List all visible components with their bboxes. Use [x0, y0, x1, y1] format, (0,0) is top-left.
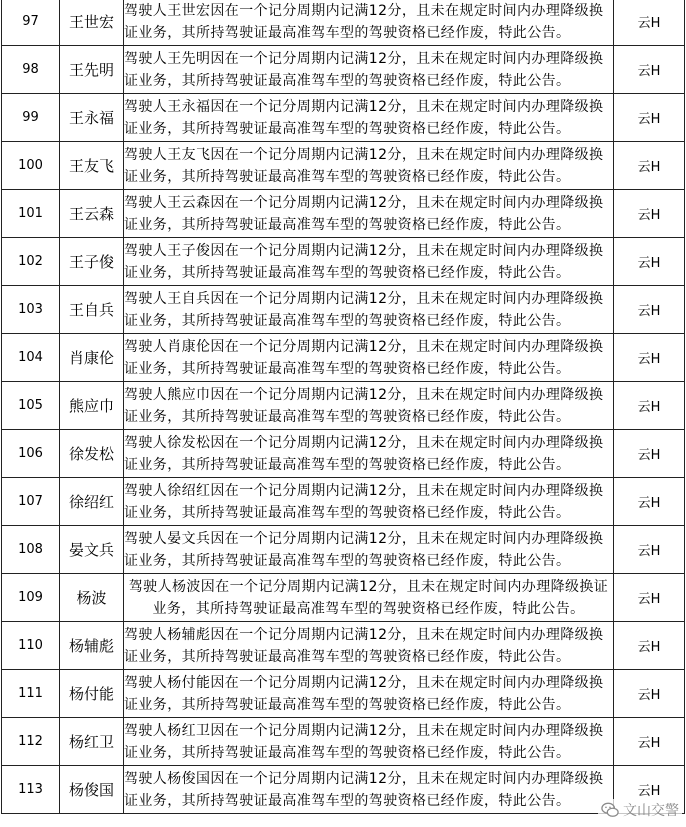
record-number: 112	[2, 718, 60, 766]
table-row	[2, 238, 685, 286]
announcement-text: 驾驶人王永福因在一个记分周期内记满12分，且未在规定时间内办理降级换证业务，其所持驾驶证最高准驾车型的驾驶资格已经作废，特此公告。	[124, 94, 614, 142]
plate-region: 云H	[614, 142, 685, 190]
record-number: 111	[2, 670, 60, 718]
table-row	[2, 142, 685, 190]
plate-region: 云H	[614, 766, 685, 814]
announcement-text: 驾驶人杨红卫因在一个记分周期内记满12分，且未在规定时间内办理降级换证业务，其所持驾驶证最高准驾车型的驾驶资格已经作废，特此公告。	[124, 718, 614, 766]
driver-name: 王友飞	[60, 142, 124, 190]
record-number: 102	[2, 238, 60, 286]
driver-name: 王自兵	[60, 286, 124, 334]
driver-name: 徐发松	[60, 430, 124, 478]
record-number: 109	[2, 574, 60, 622]
driver-name: 王世宏	[60, 0, 124, 46]
driver-name: 熊应巾	[60, 382, 124, 430]
table-row	[2, 382, 685, 430]
driver-name: 杨俊国	[60, 766, 124, 814]
plate-region: 云H	[614, 622, 685, 670]
record-number: 99	[2, 94, 60, 142]
plate-region: 云H	[614, 574, 685, 622]
announcement-text: 驾驶人徐发松因在一个记分周期内记满12分，且未在规定时间内办理降级换证业务，其所持驾驶证最高准驾车型的驾驶资格已经作废，特此公告。	[124, 430, 614, 478]
plate-region: 云H	[614, 46, 685, 94]
record-number: 104	[2, 334, 60, 382]
record-number: 106	[2, 430, 60, 478]
announcement-text: 驾驶人晏文兵因在一个记分周期内记满12分，且未在规定时间内办理降级换证业务，其所持驾驶证最高准驾车型的驾驶资格已经作废，特此公告。	[124, 526, 614, 574]
record-number: 105	[2, 382, 60, 430]
driver-name: 杨辅彪	[60, 622, 124, 670]
announcement-table	[1, 0, 685, 814]
announcement-text: 驾驶人熊应巾因在一个记分周期内记满12分，且未在规定时间内办理降级换证业务，其所持驾驶证最高准驾车型的驾驶资格已经作废，特此公告。	[124, 382, 614, 430]
plate-region: 云H	[614, 286, 685, 334]
watermark-label: 文山交警	[623, 803, 679, 819]
table-row	[2, 286, 685, 334]
plate-region: 云H	[614, 238, 685, 286]
table-row	[2, 526, 685, 574]
plate-region: 云H	[614, 718, 685, 766]
record-number: 103	[2, 286, 60, 334]
record-number: 101	[2, 190, 60, 238]
wechat-icon	[601, 801, 619, 819]
table-row	[2, 46, 685, 94]
driver-name: 晏文兵	[60, 526, 124, 574]
announcement-text: 驾驶人杨付能因在一个记分周期内记满12分，且未在规定时间内办理降级换证业务，其所持驾驶证最高准驾车型的驾驶资格已经作废，特此公告。	[124, 670, 614, 718]
table-row	[2, 190, 685, 238]
table-row	[2, 718, 685, 766]
table-row	[2, 0, 685, 46]
driver-name: 王子俊	[60, 238, 124, 286]
record-number: 98	[2, 46, 60, 94]
announcement-text: 驾驶人徐绍红因在一个记分周期内记满12分，且未在规定时间内办理降级换证业务，其所持驾驶证最高准驾车型的驾驶资格已经作废，特此公告。	[124, 478, 614, 526]
announcement-text: 驾驶人王子俊因在一个记分周期内记满12分，且未在规定时间内办理降级换证业务，其所持驾驶证最高准驾车型的驾驶资格已经作废，特此公告。	[124, 238, 614, 286]
table-row	[2, 766, 685, 814]
table-row	[2, 670, 685, 718]
table-row	[2, 478, 685, 526]
table-row	[2, 94, 685, 142]
plate-region: 云H	[614, 382, 685, 430]
driver-name: 王永福	[60, 94, 124, 142]
record-number: 107	[2, 478, 60, 526]
table-row	[2, 334, 685, 382]
driver-name: 杨红卫	[60, 718, 124, 766]
announcement-text: 驾驶人王云森因在一个记分周期内记满12分，且未在规定时间内办理降级换证业务，其所持驾驶证最高准驾车型的驾驶资格已经作废，特此公告。	[124, 190, 614, 238]
announcement-text: 驾驶人杨辅彪因在一个记分周期内记满12分，且未在规定时间内办理降级换证业务，其所持驾驶证最高准驾车型的驾驶资格已经作废，特此公告。	[124, 622, 614, 670]
record-number: 110	[2, 622, 60, 670]
plate-region: 云H	[614, 526, 685, 574]
announcement-text: 驾驶人杨波因在一个记分周期内记满12分，且未在规定时间内办理降级换证业务，其所持驾驶证最高准驾车型的驾驶资格已经作废，特此公告。	[124, 574, 614, 622]
plate-region: 云H	[614, 430, 685, 478]
announcement-text: 驾驶人杨俊国因在一个记分周期内记满12分，且未在规定时间内办理降级换证业务，其所持驾驶证最高准驾车型的驾驶资格已经作废，特此公告。	[124, 766, 614, 814]
announcement-text: 驾驶人王友飞因在一个记分周期内记满12分，且未在规定时间内办理降级换证业务，其所持驾驶证最高准驾车型的驾驶资格已经作废，特此公告。	[124, 142, 614, 190]
driver-name: 徐绍红	[60, 478, 124, 526]
announcement-text: 驾驶人肖康伦因在一个记分周期内记满12分，且未在规定时间内办理降级换证业务，其所持驾驶证最高准驾车型的驾驶资格已经作废，特此公告。	[124, 334, 614, 382]
plate-region: 云H	[614, 670, 685, 718]
record-number: 97	[2, 0, 60, 46]
plate-region: 云H	[614, 0, 685, 46]
driver-name: 杨波	[60, 574, 124, 622]
announcement-rows	[2, 0, 685, 814]
table-row	[2, 622, 685, 670]
announcement-text: 驾驶人王世宏因在一个记分周期内记满12分，且未在规定时间内办理降级换证业务，其所持驾驶证最高准驾车型的驾驶资格已经作废，特此公告。	[124, 0, 614, 46]
record-number: 113	[2, 766, 60, 814]
record-number: 108	[2, 526, 60, 574]
plate-region: 云H	[614, 478, 685, 526]
table-row	[2, 574, 685, 622]
driver-name: 杨付能	[60, 670, 124, 718]
plate-region: 云H	[614, 94, 685, 142]
watermark	[598, 799, 682, 821]
driver-name: 王云森	[60, 190, 124, 238]
plate-region: 云H	[614, 334, 685, 382]
table-row	[2, 430, 685, 478]
announcement-text: 驾驶人王自兵因在一个记分周期内记满12分，且未在规定时间内办理降级换证业务，其所持驾驶证最高准驾车型的驾驶资格已经作废，特此公告。	[124, 286, 614, 334]
plate-region: 云H	[614, 190, 685, 238]
driver-name: 肖康伦	[60, 334, 124, 382]
announcement-text: 驾驶人王先明因在一个记分周期内记满12分，且未在规定时间内办理降级换证业务，其所持驾驶证最高准驾车型的驾驶资格已经作废，特此公告。	[124, 46, 614, 94]
record-number: 100	[2, 142, 60, 190]
driver-name: 王先明	[60, 46, 124, 94]
